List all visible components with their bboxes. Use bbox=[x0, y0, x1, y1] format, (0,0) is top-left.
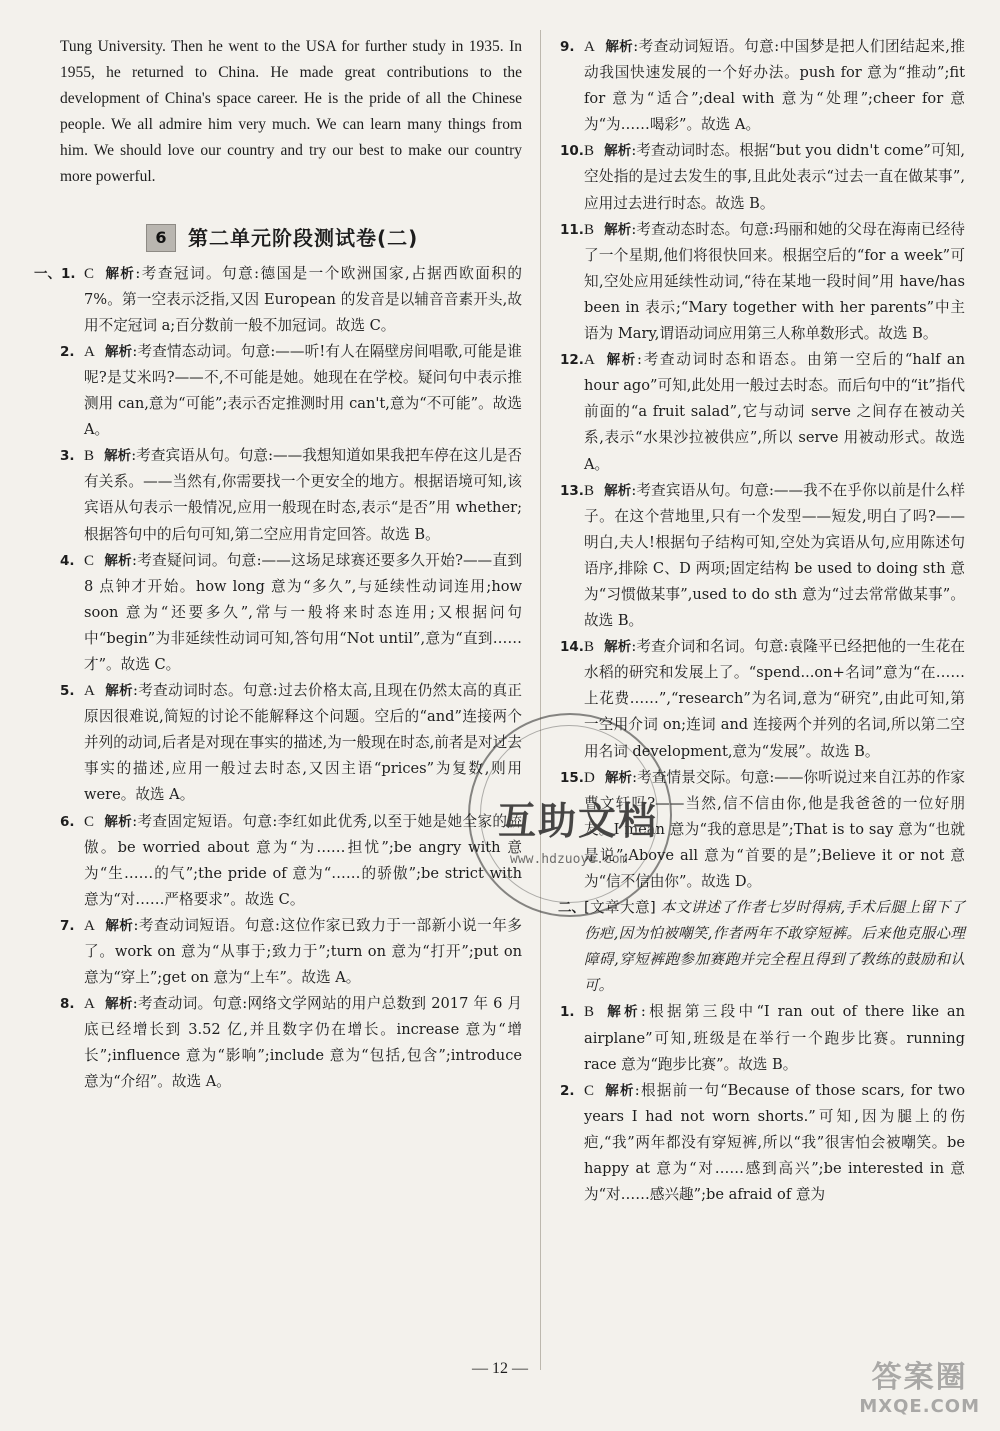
analysis-label: 解析 bbox=[104, 813, 133, 830]
analysis-text: :考查动态时态。句意:玛丽和她的父母在海南已经待了一个星期,他们将很快回来。根据空后的“for a week”可知,空处应用延续性动词,“待在某地一段时间”用 have/has been in 表示;“Mary together with her parents”中主语为 Mary,谓语动词应用第三人称单数形式。故选 B。 bbox=[584, 220, 965, 343]
corner-watermark-title: 答案圈 bbox=[871, 1360, 968, 1395]
right-item-list bbox=[560, 34, 965, 895]
question-number: 7. bbox=[60, 917, 75, 934]
analysis-label: 解析 bbox=[104, 683, 133, 700]
column-divider bbox=[540, 30, 541, 1370]
analysis-text: :根据第三段中“I ran out of there like an airplane”可知,班级是在举行一个跑步比赛。running race 意为“跑步比赛”。故选 B。 bbox=[584, 1003, 966, 1073]
analysis-text: :考查宾语从句。句意:——我想知道如果我把车停在这儿是否有关系。——当然有,你需要找一个更安全的地方。根据语境可知,该宾语从句表示一般情况,应用一般现在时态,表示“是否”用 whether;根据答句中的后句可知,第二空应用肯定回答。故选 B。 bbox=[84, 447, 522, 543]
intro-paragraph: Tung University. Then he went to the USA for further study in 1935. In 1955, he returned to China. He made great contributions to the development of China's space career. He is the pride of all the Chinese people. We all admire him very much. We can learn many things from him. We should love our country and try our best to make our country more powerful. bbox=[60, 38, 522, 186]
passage-summary: 本文讲述了作者七岁时得病,手术后腿上留下了伤疤,因为怕被嘲笑,作者两年不敢穿短裤。后来他克服心理障碍,穿短裤跑参加赛跑并完全程且得到了教练的鼓励和认可。 bbox=[584, 899, 965, 995]
section-number-badge: 6 bbox=[146, 224, 176, 252]
question-number: 9. bbox=[560, 39, 575, 55]
analysis-text: :考查情景交际。句意:——你听说过来自江苏的作家曹文轩吗?——当然,信不信由你,他是我爸爸的一位好朋友。I mean 意为“我的意思是”;That is to say 意为“也就是说”;Above all 意为“首要的是”;Believe it or not 意为“信不信由你”。故选 D。 bbox=[584, 768, 965, 890]
question-number: 8. bbox=[60, 996, 75, 1013]
analysis-text: :考查宾语从句。句意:——我不在乎你以前是什么样子。在这个营地里,只有一个发型——短发,明白了吗?——明白,夫人!根据句子结构可知,空处为宾语从句,应用陈述句语序,排除 C、D 两项;固定结构 be used to doing sth 意为“习惯做某事”,used to do sth 意为“过去常常做某事”。故选 B。 bbox=[584, 481, 965, 630]
summary-lead: [文章大意] bbox=[584, 899, 656, 917]
analysis-text: :考查动词时态。句意:过去价格太高,且现在仍然太高的真正原因很难说,简短的讨论不能解释这个问题。空后的“and”连接两个并列的动词,后者是对现在事实的描述,为一般现在时态,前者是对过去事实的描述,应用一般过去时态,又因主语“prices”为复数,则用 were。故选 A。 bbox=[84, 682, 523, 804]
question-item bbox=[60, 991, 522, 1095]
analysis-text: :考查疑问词。句意:——这场足球赛还要多久开始?——直到 8 点钟才开始。how long 意为“多久”,与延续性动词连用;how soon 意为“还要多久”,常与一般将来时态连用;又根据问句中“begin”为非延续性动词可知,答句用“Not until”,意为“直到……才”。故选 C。 bbox=[84, 551, 522, 673]
answer-letter: A bbox=[84, 343, 95, 360]
question-item bbox=[560, 217, 965, 347]
watermark-title: 互助文档 bbox=[498, 799, 659, 843]
analysis-label: 解析 bbox=[604, 769, 633, 786]
analysis-label: 解析 bbox=[604, 221, 632, 238]
analysis-label: 解析 bbox=[104, 265, 136, 282]
analysis-label: 解析 bbox=[604, 1004, 641, 1021]
question-item bbox=[560, 34, 965, 138]
left-item-list bbox=[34, 261, 523, 1096]
part-two-marker: 二、 bbox=[558, 900, 585, 917]
analysis-label: 解析 bbox=[604, 639, 632, 656]
question-number: 4. bbox=[60, 552, 75, 569]
question-number: 1. bbox=[560, 1004, 575, 1021]
question-number: 5. bbox=[60, 683, 75, 700]
analysis-label: 解析 bbox=[104, 996, 133, 1013]
answer-letter: B bbox=[584, 143, 595, 160]
answer-letter: C bbox=[84, 265, 95, 282]
watermark-url: www.hdzuoye.com bbox=[510, 852, 628, 867]
question-item bbox=[560, 999, 965, 1077]
question-number: 15. bbox=[560, 769, 584, 786]
page-number: — 12 — bbox=[472, 1360, 528, 1377]
question-number: 2. bbox=[60, 343, 75, 360]
answer-letter: C bbox=[584, 1082, 595, 1099]
analysis-label: 解析 bbox=[604, 39, 634, 55]
question-number: 10. bbox=[560, 143, 584, 160]
question-item bbox=[560, 478, 965, 635]
analysis-label: 解析 bbox=[104, 917, 134, 934]
question-number: 3. bbox=[60, 448, 75, 465]
question-item bbox=[60, 678, 522, 808]
corner-watermark-site: MXQE.COM bbox=[859, 1396, 980, 1417]
corner-watermark bbox=[859, 1352, 980, 1417]
part-two-item-list bbox=[560, 999, 965, 1208]
answer-letter: A bbox=[84, 996, 95, 1013]
question-number: 2. bbox=[560, 1082, 575, 1099]
question-number: 一、1. bbox=[34, 265, 76, 282]
right-column bbox=[560, 34, 965, 1208]
part-marker: 一、 bbox=[34, 265, 61, 282]
analysis-label: 解析 bbox=[104, 343, 133, 360]
answer-letter: C bbox=[84, 552, 95, 569]
question-item bbox=[60, 443, 522, 547]
answer-letter: A bbox=[584, 352, 595, 369]
answer-letter: B bbox=[584, 221, 595, 238]
section-heading bbox=[146, 221, 522, 255]
analysis-text: :考查固定短语。句意:李红如此优秀,以至于她是她全家的骄傲。be worried about 意为“为……担忧”;be angry with 意为“生……的气”;the pride of 意为“……的骄傲”;be strict with 意为“对……严格要求”。故选 C。 bbox=[84, 812, 522, 908]
answer-letter: B bbox=[584, 482, 595, 499]
question-number: 14. bbox=[560, 639, 584, 656]
answer-letter: A bbox=[584, 39, 595, 55]
analysis-text: :考查动词时态和语态。由第一空后的“half an hour ago”可知,此处用一般过去时态。而后句中的“it”指代前面的“a fruit salad”,它与动词 serve 之间存在被动关系,表示“水果沙拉被供应”,所以 serve 用被动形式。故选 A。 bbox=[584, 351, 965, 473]
left-column bbox=[34, 34, 523, 1096]
answer-letter: B bbox=[584, 1004, 595, 1021]
part-two-heading bbox=[560, 895, 965, 999]
analysis-label: 解析 bbox=[104, 552, 132, 569]
answer-letter: B bbox=[84, 448, 95, 465]
analysis-text: :考查动词时态。根据“but you didn't come”可知,空处指的是过去发生的事,且此处表示“过去一直在做某事”,应用过去进行时态。故选 B。 bbox=[584, 142, 965, 212]
answer-letter: A bbox=[84, 683, 95, 700]
answer-letter: C bbox=[84, 813, 95, 830]
question-item bbox=[60, 548, 522, 678]
question-item bbox=[560, 1078, 965, 1208]
question-number: 11. bbox=[560, 221, 584, 238]
analysis-label: 解析 bbox=[604, 352, 638, 369]
analysis-text: :考查情态动词。句意:——听!有人在隔壁房间唱歌,可能是谁呢?是艾米吗?——不,不可能是她。她现在在学校。疑问句中表示推测用 can,意为“可能”;表示否定推测时用 can't,意为“不可能”。故选 A。 bbox=[84, 342, 522, 439]
section-title: 第二单元阶段测试卷(二) bbox=[188, 225, 419, 250]
analysis-text: :考查动词短语。句意:这位作家已致力于一部新小说一年多了。work on 意为“从事于;致力于”;turn on 意为“打开”;put on 意为“穿上”;get on 意为“上车”。故选 A。 bbox=[84, 916, 523, 987]
analysis-text: :考查动词短语。句意:中国梦是把人们团结起来,推动我国快速发展的一个好办法。push for 意为“推动”;fit for 意为“适合”;deal with 意为“处理”;cheer for 意为“为……喝彩”。故选 A。 bbox=[584, 38, 966, 134]
question-item bbox=[60, 339, 522, 443]
analysis-label: 解析 bbox=[104, 448, 132, 465]
question-number: 12. bbox=[560, 352, 584, 369]
question-item bbox=[560, 347, 965, 477]
question-number: 13. bbox=[560, 482, 584, 499]
question-item bbox=[60, 809, 522, 913]
question-item bbox=[560, 634, 965, 764]
answer-letter: A bbox=[84, 917, 95, 934]
question-item bbox=[60, 913, 522, 991]
analysis-text: :根据前一句“Because of those scars, for two years I had not worn shorts.”可知,因为腿上的伤疤,“我”两年都没有穿短裤,所以“我”很害怕会被嘲笑。be happy at 意为“对……感到高兴”;be interested in 意为“对……感兴趣”;be afraid of 意为 bbox=[584, 1081, 965, 1204]
analysis-label: 解析 bbox=[604, 482, 632, 499]
question-item bbox=[34, 261, 523, 339]
analysis-text: :考查冠词。句意:德国是一个欧洲国家,占据西欧面积的 7%。第一空表示泛指,又因 European 的发音是以辅音音素开头,故用不定冠词 a;百分数前一般不加冠词。故选 C。 bbox=[84, 264, 523, 334]
analysis-text: :考查介词和名词。句意:袁隆平已经把他的一生花在水稻的研究和发展上了。“spend...on+名词”意为“在……上花费……”,“research”为名词,意为“研究”,由此可知,第一空用介词 on;连词 and 连接两个并列的名词,所以第二空用名词 development,意为“发展”。故选 B。 bbox=[584, 638, 965, 760]
question-item bbox=[560, 138, 965, 216]
analysis-label: 解析 bbox=[604, 143, 632, 160]
answer-letter: B bbox=[584, 639, 595, 656]
answer-letter: D bbox=[584, 769, 595, 786]
analysis-text: :考查动词。句意:网络文学网站的用户总数到 2017 年 6 月底已经增长到 3.52 亿,并且数字仍在增长。increase 意为“增长”;influence 意为“影响”;include 意为“包括,包含”;introduce 意为“介绍”。故选 A。 bbox=[84, 995, 522, 1091]
analysis-label: 解析 bbox=[604, 1082, 635, 1099]
question-number: 6. bbox=[60, 813, 75, 830]
